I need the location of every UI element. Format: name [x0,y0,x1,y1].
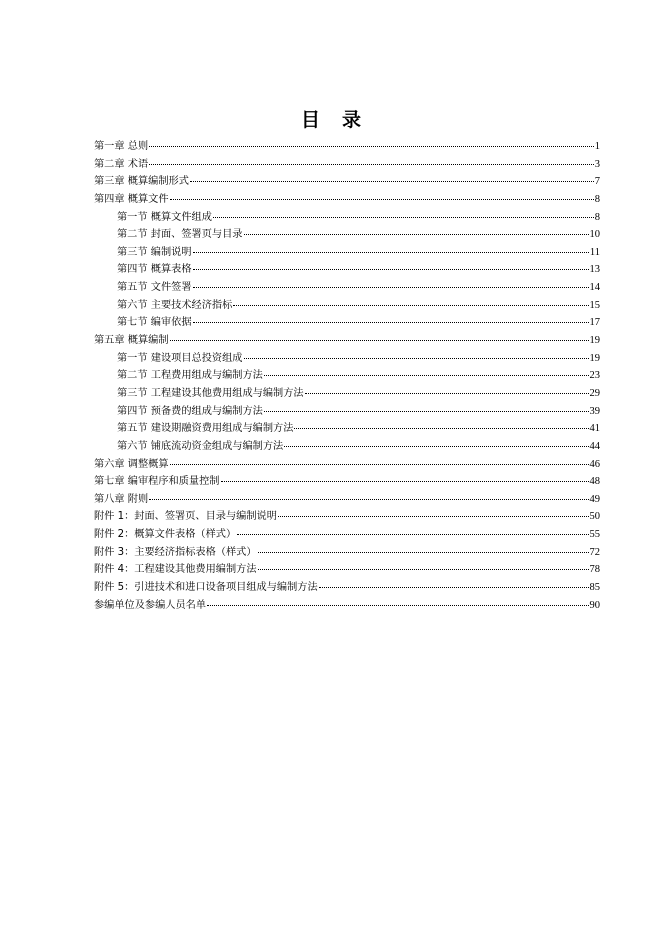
toc-entry-label: 附件 4：工程建设其他费用编制方法 [94,564,257,576]
toc-entry-label: 第二章 术语 [94,158,149,170]
toc-entry-label: 第二节 工程费用组成与编制方法 [117,370,263,382]
toc-title [0,108,662,132]
toc-page-number: 15 [589,299,600,311]
toc-entry-label: 第一节 建设项目总投资组成 [117,352,243,364]
toc-page-number: 19 [589,335,600,347]
toc-section-entry[interactable] [94,385,600,403]
toc-page-number: 8 [594,211,600,223]
toc-dot-leader [237,534,588,535]
toc-chapter-entry[interactable] [94,544,600,562]
toc-chapter-entry[interactable] [94,561,600,579]
toc-chapter-entry[interactable] [94,579,600,597]
toc-page-number: 72 [589,546,600,558]
toc-dot-leader [258,552,589,553]
toc-page-number: 3 [594,158,600,170]
toc-chapter-entry[interactable] [94,508,600,526]
toc-dot-leader [170,199,594,200]
toc-chapter-entry[interactable] [94,456,600,474]
toc-section-entry[interactable] [94,297,600,315]
toc-dot-leader [149,146,594,147]
toc-dot-leader [264,375,589,376]
toc-entry-label: 第四节 预备费的组成与编制方法 [117,405,263,417]
toc-page-number: 10 [589,229,600,241]
toc-dot-leader [149,164,594,165]
toc-entry-label: 第四节 概算表格 [117,264,192,276]
toc-dot-leader [170,464,589,465]
toc-page-number: 50 [589,511,600,523]
toc-entry-label: 附件 3：主要经济指标表格（样式） [94,546,257,558]
toc-chapter-entry[interactable] [94,173,600,191]
toc-entry-label: 第五章 概算编制 [94,335,169,347]
toc-dot-leader [278,516,589,517]
toc-section-entry[interactable] [94,261,600,279]
toc-page-number: 29 [589,387,600,399]
toc-chapter-entry[interactable] [94,526,600,544]
toc-entry-label: 第四章 概算文件 [94,193,169,205]
toc-page-number: 41 [589,423,600,435]
toc-dot-leader [193,252,589,253]
toc-section-entry[interactable] [94,279,600,297]
toc-section-entry[interactable] [94,226,600,244]
toc-page-number: 78 [589,564,600,576]
toc-chapter-entry[interactable] [94,473,600,491]
toc-dot-leader [170,340,589,341]
toc-section-entry[interactable] [94,420,600,438]
toc-dot-leader [193,322,589,323]
toc-section-entry[interactable] [94,244,600,262]
toc-section-entry[interactable] [94,314,600,332]
toc-chapter-entry[interactable] [94,491,600,509]
toc-dot-leader [244,358,589,359]
toc-entry-label: 第五节 建设期融资费用组成与编制方法 [117,423,294,435]
toc-page-number: 11 [589,246,600,258]
toc-dot-leader [213,217,594,218]
toc-section-entry[interactable] [94,403,600,421]
toc-dot-leader [294,428,588,429]
toc-chapter-entry[interactable] [94,138,600,156]
table-of-contents [94,138,600,614]
toc-section-entry[interactable] [94,438,600,456]
toc-dot-leader [193,269,589,270]
toc-title-char-2: 录 [342,109,362,131]
toc-page-number: 13 [589,264,600,276]
toc-entry-label: 第五节 文件签署 [117,282,192,294]
toc-chapter-entry[interactable] [94,191,600,209]
toc-dot-leader [190,181,594,182]
toc-page-number: 49 [589,493,600,505]
toc-entry-label: 第六节 主要技术经济指标 [117,299,233,311]
toc-dot-leader [149,499,588,500]
toc-chapter-entry[interactable] [94,156,600,174]
toc-entry-label: 第七章 编审程序和质量控制 [94,476,220,488]
toc-dot-leader [319,587,589,588]
toc-entry-label: 第二节 封面、签署页与目录 [117,229,243,241]
toc-page-number: 14 [589,282,600,294]
toc-title-char-1: 目 [300,109,320,131]
toc-page-number: 23 [589,370,600,382]
toc-entry-label: 附件 5：引进技术和进口设备项目组成与编制方法 [94,582,318,594]
toc-page-number: 90 [589,599,600,611]
toc-entry-label: 第三节 编制说明 [117,246,192,258]
toc-entry-label: 附件 1：封面、签署页、目录与编制说明 [94,511,277,523]
toc-page-number: 44 [589,440,600,452]
toc-section-entry[interactable] [94,367,600,385]
toc-dot-leader [221,481,589,482]
toc-page-number: 19 [589,352,600,364]
toc-page-number: 7 [594,176,600,188]
toc-entry-label: 第三节 工程建设其他费用组成与编制方法 [117,387,304,399]
toc-dot-leader [284,446,588,447]
toc-dot-leader [207,605,588,606]
toc-page-number: 48 [589,476,600,488]
toc-section-entry[interactable] [94,209,600,227]
toc-entry-label: 第八章 附则 [94,493,149,505]
toc-page-number: 1 [594,141,600,152]
toc-entry-label: 第一章 总则 [94,141,149,152]
toc-dot-leader [264,411,589,412]
toc-entry-label: 第七节 编审依据 [117,317,192,329]
toc-dot-leader [233,305,588,306]
toc-chapter-entry[interactable] [94,332,600,350]
toc-entry-label: 附件 2：概算文件表格（样式） [94,529,237,541]
toc-entry-label: 参编单位及参编人员名单 [94,599,207,611]
toc-dot-leader [258,569,589,570]
toc-entry-label: 第六章 调整概算 [94,458,169,470]
toc-page-number: 8 [594,193,600,205]
toc-page-number: 85 [589,582,600,594]
toc-page-number: 17 [589,317,600,329]
toc-page-number: 46 [589,458,600,470]
toc-page-number: 39 [589,405,600,417]
toc-chapter-entry[interactable] [94,597,600,615]
toc-entry-label: 第三章 概算编制形式 [94,176,189,188]
toc-dot-leader [244,234,589,235]
toc-page-number: 55 [589,529,600,541]
toc-dot-leader [193,287,589,288]
toc-dot-leader [305,393,589,394]
toc-entry-label: 第一节 概算文件组成 [117,211,212,223]
toc-section-entry[interactable] [94,350,600,368]
toc-entry-label: 第六节 铺底流动资金组成与编制方法 [117,440,284,452]
